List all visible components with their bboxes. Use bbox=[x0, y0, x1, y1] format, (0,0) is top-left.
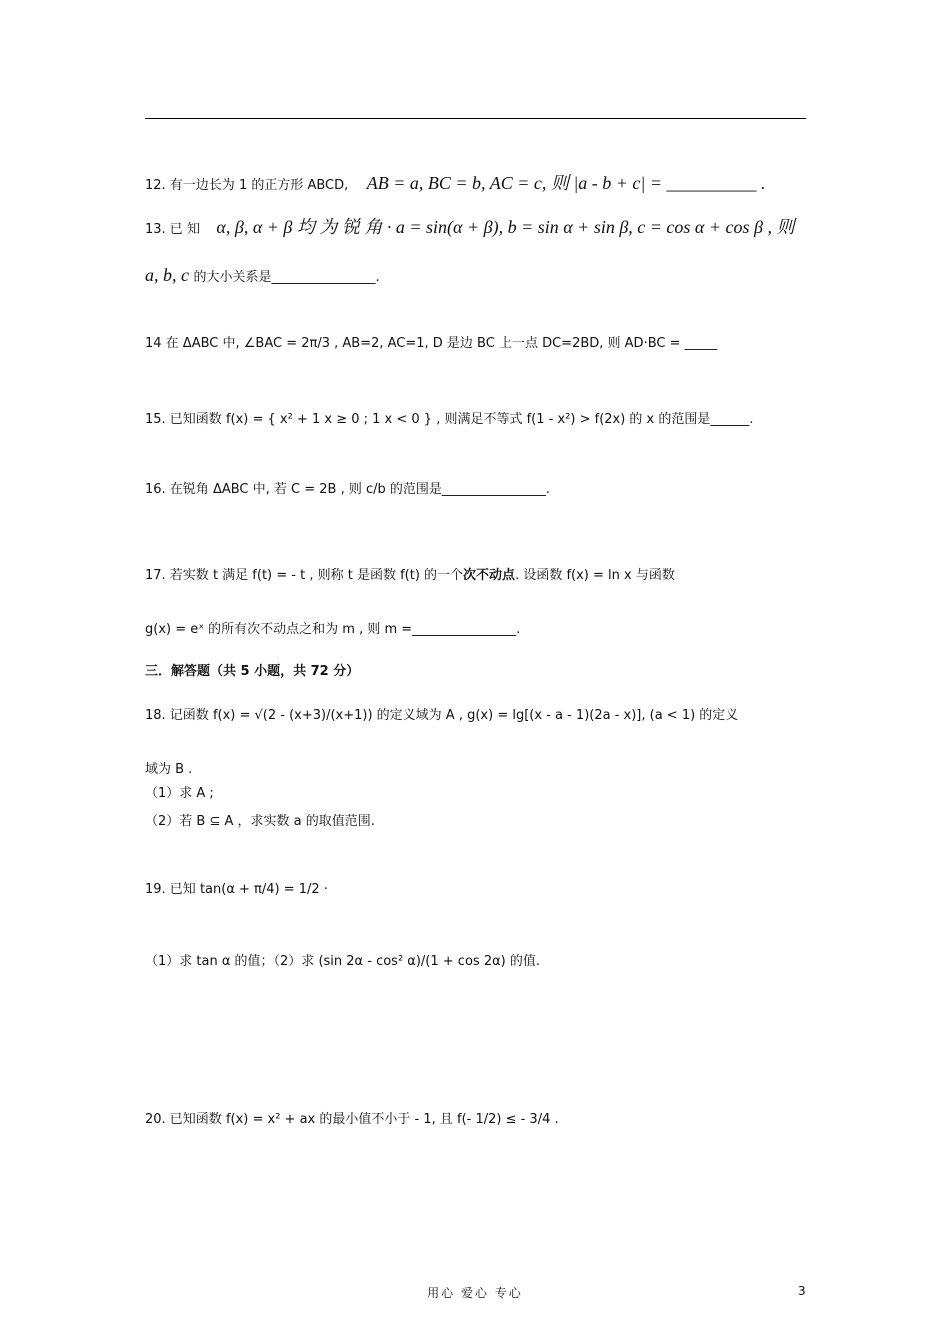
problem-18-q2 bbox=[145, 814, 375, 828]
problem-18-line-1 bbox=[145, 708, 738, 722]
page-footer bbox=[0, 1284, 950, 1301]
problem-13-label: 13. 已 知 bbox=[145, 222, 200, 237]
problem-16 bbox=[145, 482, 550, 496]
problem-13-vars: a, b, c bbox=[145, 265, 189, 285]
problem-12-text: 12. 有一边长为 1 的正方形 ABCD, bbox=[145, 178, 349, 193]
problem-13-line-1 bbox=[145, 218, 794, 236]
problem-18-q2-text: （2）若 B ⊆ A ，求实数 a 的取值范围. bbox=[145, 814, 375, 829]
problem-19-text: 19. 已知 tan(α + π/4) = 1/2 · bbox=[145, 882, 328, 897]
problem-17-line-2 bbox=[145, 622, 520, 636]
problem-19-line-1 bbox=[145, 882, 328, 896]
problem-18-q1-text: （1）求 A ; bbox=[145, 786, 214, 801]
problem-18-q1 bbox=[145, 786, 214, 800]
problem-17-text: 17. 若实数 t 满足 f(t) = - t , 则称 t 是函数 f(t) 的一个 bbox=[145, 568, 464, 583]
problem-18-line-2 bbox=[145, 762, 192, 776]
problem-15 bbox=[145, 412, 754, 426]
problem-17-line-2-text: g(x) = eˣ 的所有次不动点之和为 m , 则 m =________________. bbox=[145, 622, 521, 637]
problem-17-tail: . 设函数 f(x) = ln x 与函数 bbox=[515, 568, 675, 583]
problem-14-text: 14 在 ΔABC 中, ∠BAC = 2π/3 , AB=2, AC=1, D 是边 BC 上一点 DC=2BD, 则 AD·BC = _____ bbox=[145, 336, 718, 351]
problem-20 bbox=[145, 1112, 559, 1126]
header-rule bbox=[145, 118, 806, 119]
section-heading bbox=[145, 664, 359, 678]
problem-15-text: 15. 已知函数 f(x) = { x² + 1 x ≥ 0 ; 1 x < 0 } , 则满足不等式 f(1 - x²) > f(2x) 的 x 的范围是______. bbox=[145, 412, 754, 427]
page-number-text: 3 bbox=[798, 1284, 806, 1298]
problem-19-line-2 bbox=[145, 954, 540, 968]
problem-18-text: 18. 记函数 f(x) = √(2 - (x+3)/(x+1)) 的定义域为 A , g(x) = lg[(x - a - 1)(2a - x)], (a < 1) 的定义 bbox=[145, 708, 739, 723]
problem-17-keyword: 次不动点 bbox=[463, 568, 516, 583]
problem-13-text: 的大小关系是________________. bbox=[193, 270, 380, 285]
problem-13-math: α, β, α + β 均 为 锐 角 · a = sin(α + β), b = sin α + sin β, c = cos α + cos β , 则 bbox=[216, 217, 795, 237]
problem-19-questions: （1）求 tan α 的值；（2）求 (sin 2α - cos² α)/(1 + cos 2α) 的值. bbox=[145, 954, 540, 969]
problem-13-line-2 bbox=[145, 266, 380, 284]
problem-16-text: 16. 在锐角 ΔABC 中, 若 C = 2B , 则 c/b 的范围是________________. bbox=[145, 482, 551, 497]
problem-18-domain-b: 域为 B . bbox=[145, 762, 193, 777]
section-heading-text: 三．解答题（共 5 小题，共 72 分） bbox=[145, 664, 360, 679]
footer-slogan: 用心 爱心 专心 bbox=[427, 1286, 523, 1300]
problem-12 bbox=[145, 174, 766, 192]
page-number bbox=[798, 1284, 806, 1298]
problem-12-math: AB = a, BC = b, AC = c, 则 |a - b + c| = __________ . bbox=[366, 173, 766, 193]
problem-14 bbox=[145, 336, 717, 350]
problem-20-text: 20. 已知函数 f(x) = x² + ax 的最小值不小于 - 1, 且 f(- 1/2) ≤ - 3/4 . bbox=[145, 1112, 559, 1127]
problem-17-line-1 bbox=[145, 568, 675, 582]
